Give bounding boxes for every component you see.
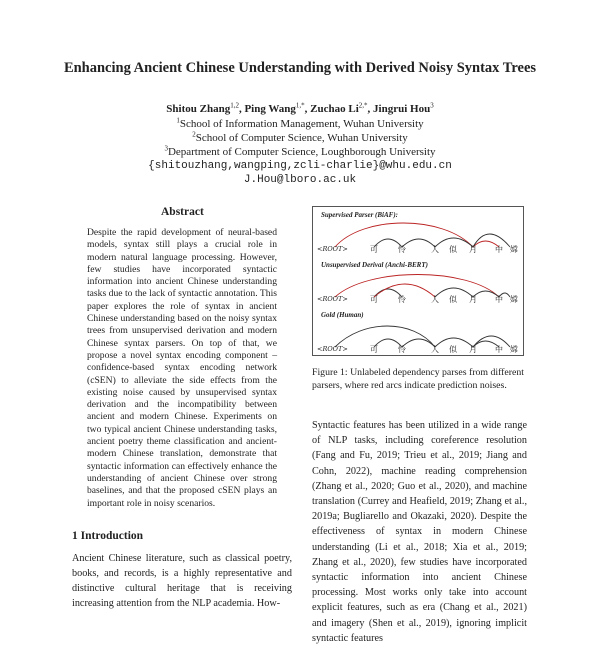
panel-label: Gold (Human) bbox=[321, 311, 364, 319]
token: 可 bbox=[370, 295, 378, 304]
token: 中 bbox=[495, 245, 503, 254]
token: 可 bbox=[370, 245, 378, 254]
dependency-arcs bbox=[313, 207, 525, 357]
token: 人 bbox=[431, 295, 439, 304]
panel-label: Supervised Parser (BiAF): bbox=[321, 211, 398, 219]
token: 中 bbox=[495, 345, 503, 354]
paper-title: Enhancing Ancient Chinese Understanding with Derived Noisy Syntax Trees bbox=[63, 60, 537, 76]
affiliation: $^3$Department of Computer Science, Loughborough University bbox=[164, 144, 436, 158]
token: 似 bbox=[449, 295, 457, 304]
abstract-heading: Abstract bbox=[161, 206, 204, 218]
author-list: Shitou Zhang$^{1,2}$, Ping Wang$^{1,*}$, Zuchao $Li^{2,*}$, Jingrui Hou$^3$ bbox=[166, 101, 434, 115]
affiliation: $^1$School of Information Management, Wuhan University bbox=[176, 116, 424, 130]
figure-caption: Figure 1: Unlabeled dependency parses from different parsers, where red arcs indicate prediction noises. bbox=[312, 367, 525, 391]
author-name: Zuchao Li bbox=[310, 103, 359, 115]
token: 嫦 bbox=[510, 245, 518, 254]
token: 似 bbox=[449, 245, 457, 254]
token: 人 bbox=[431, 245, 439, 254]
token: 怜 bbox=[398, 245, 406, 254]
author-sup: 2,* bbox=[358, 101, 368, 110]
panel-label: Unsupervised Derival (Anchi-BERT) bbox=[321, 261, 428, 269]
root-label: <ROOT> bbox=[317, 345, 348, 353]
section-heading: 1 Introduction bbox=[72, 530, 144, 542]
root-label: <ROOT> bbox=[317, 295, 348, 303]
affiliation: $^2$School of Computer Science, Wuhan University bbox=[192, 130, 408, 144]
token: 嫦 bbox=[510, 295, 518, 304]
introduction-text: Ancient Chinese literature, such as classical poetry, books, and records, is a highly representative and distinctive cultural heritage that is receiving increasing attention from the NLP academia. How- bbox=[72, 553, 292, 609]
email-line: J.Hou@lboro.ac.uk bbox=[243, 174, 357, 186]
token: 人 bbox=[431, 345, 439, 354]
body-text: Syntactic features has been utilized in a wide range of NLP tasks, including coreference resolution (Fang and Fu, 2019; Trieu et al., 2019; Jiang and Cohn, 2022), machine reading comprehension (Zhang et al., 2020; Guo et al., 2020), and machine translation (Currey and Heafield, 2019; Zhang et al., 2019a; Bugliarello and Okazaki, 2020). Despite the effectiveness of syntax in modern Chinese understanding (Li et al., 2018; Xia et al., 2019; Zhang et al., 2020), few studies have incorporated syntactic information into ancient Chinese processing. Most works only take into account explicit features, such as era (Chang et al., 2021) and imagery (Shen et al., 2019), ignoring implicit syntactic features bbox=[312, 420, 527, 644]
abstract-text: Despite the rapid development of neural-based models, syntax still plays a crucial role in modern natural language processing. However, few studies have incorporated syntactic information into ancient Chinese understanding tasks due to the lack of syntactic annotation. This paper explores the role of syntax in ancient Chinese understanding based on the noisy syntax trees from unsupervised derivation and modern Chinese syntax parsers. On top of that, we propose a novel syntax encoding component – confidence-based syntax encoding network (cSEN) to alleviate the side effects from the existing noise caused by unsupervised syntax derivation and the incompatibility between ancient and modern Chinese. Experiments on two typical ancient Chinese understanding tasks, ancient poetry theme classification and ancient-modern Chinese translation, demonstrate that syntactic information can effectively enhance the understanding of ancient Chinese over strong baselines, and that the proposed cSEN plays an important role in noisy scenarios. bbox=[87, 227, 277, 509]
root-label: <ROOT> bbox=[317, 245, 348, 253]
token: 嫦 bbox=[510, 345, 518, 354]
author-name: Ping Wang bbox=[244, 103, 296, 115]
dependency-figure bbox=[312, 206, 524, 356]
author-name: Jingrui Hou bbox=[373, 103, 431, 115]
token: 月 bbox=[469, 245, 477, 254]
token: 中 bbox=[495, 295, 503, 304]
author-sup: 1,2 bbox=[230, 101, 239, 110]
token: 月 bbox=[469, 345, 477, 354]
token: 怜 bbox=[398, 295, 406, 304]
author-sup: 1,* bbox=[295, 101, 305, 110]
token: 月 bbox=[469, 295, 477, 304]
token: 似 bbox=[449, 345, 457, 354]
token: 怜 bbox=[398, 345, 406, 354]
email-line: {shitouzhang,wangping,zcli-charlie}@whu.edu.cn bbox=[148, 160, 452, 172]
token: 可 bbox=[370, 345, 378, 354]
author-name: Shitou Zhang bbox=[166, 103, 231, 115]
author-sup: 3 bbox=[430, 101, 434, 110]
